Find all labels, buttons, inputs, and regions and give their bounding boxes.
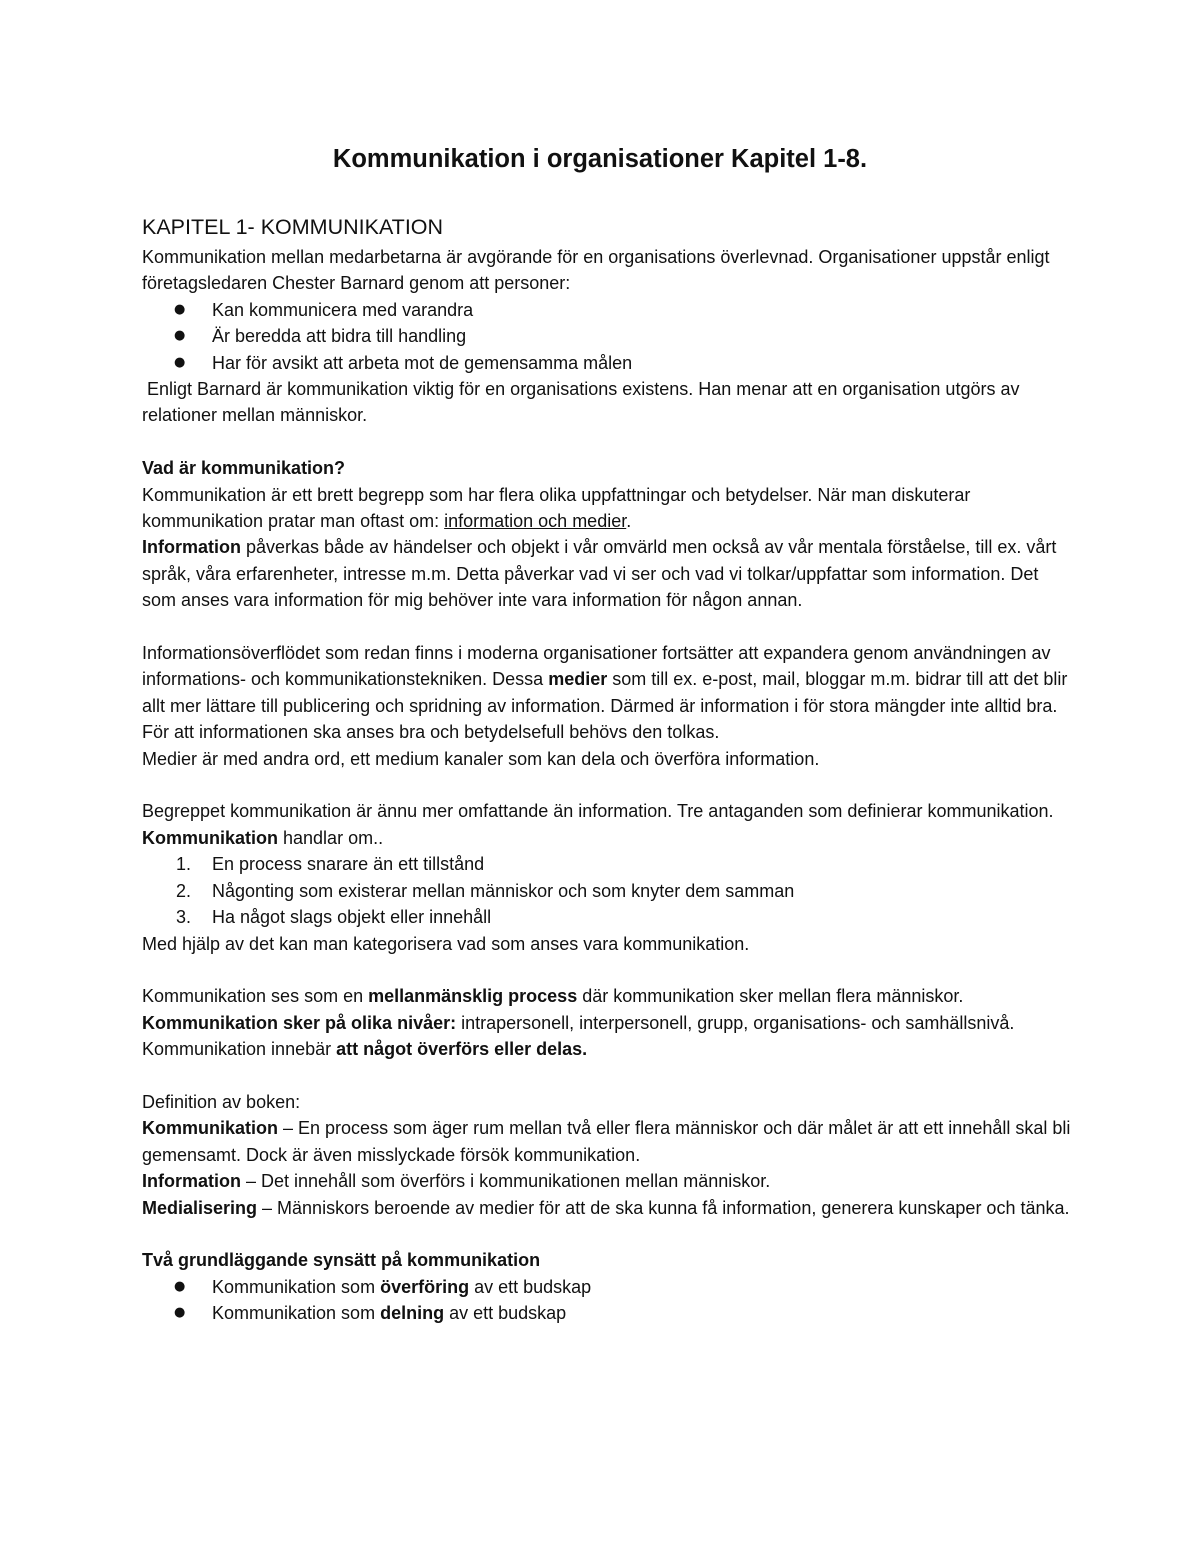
document-title: Kommunikation i organisationer Kapitel 1-8. [332,145,868,173]
information-paragraph: Information påverkas både av händelser och objekt i vår omvärld men också av vår mentala förståelse, till ex. vårt språk, våra erfarenheter, intresse m.m. Detta påverkar vad vi ser och vad vi tolkar/uppfattar som information. Det som anses vara information för mig behöver inte vara information för någon annan. [142,537,1057,611]
list-item: ● Har för avsikt att arbeta mot de gemensamma målen [142,350,1072,376]
chapter-heading: KAPITEL 1- KOMMUNIKATION [142,215,444,239]
section-heading-what: Vad är kommunikation? [142,458,346,479]
list-item: ● Kan kommunicera med varandra [142,297,1072,323]
list-item: ● Är beredda att bidra till handling [142,323,1072,349]
list-item: 3. Ha något slags objekt eller innehåll [176,907,492,928]
definition-intro: Definition av boken: [142,1091,301,1112]
concept-paragraph: Begreppet kommunikation är ännu mer omfattande än information. Tre antaganden som definierar kommunikation. Kommunikation handlar om.. [142,801,1054,848]
underlined-term: information och medier [444,511,627,532]
document-body [142,212,1072,1327]
transfer-paragraph: Kommunikation innebär att något överförs eller delas. [142,1039,588,1060]
definition-kommunikation: Kommunikation – En process som äger rum mellan två eller flera människor och där målet är att ett innehåll skal bli gemensamt. Dock är även misslyckade försök kommunikation. [142,1118,1071,1165]
medier-paragraph: Medier är med andra ord, ett medium kanaler som kan dela och överföra information. [142,748,820,769]
list-item: 1. En process snarare än ett tillstånd [176,854,485,875]
list-item: 2. Någonting som existerar mellan människor och som knyter dem samman [176,880,795,901]
barnard-paragraph: Enligt Barnard är kommunikation viktig för en organisations existens. Han menar att en organisation utgörs av relationer mellan människor. [142,379,1025,426]
levels-paragraph: Kommunikation sker på olika nivåer: intrapersonell, interpersonell, grupp, organisations- och samhällsnivå. [142,1012,1015,1033]
definition-information: Information – Det innehåll som överförs i kommunikationen mellan människor. [142,1171,771,1192]
what-paragraph: Kommunikation är ett brett begrepp som har flera olika uppfattningar och betydelser. När man diskuterar kommunikation pratar man oftast om: information och medier. [142,484,971,532]
overflow-paragraph: Informationsöverflödet som redan finns i moderna organisationer fortsätter att expandera genom användningen av informations- och kommunikationstekniken. Dessa medier som till ex. e-post, mail, bloggar m.m. bidrar till att det blir allt mer lättare till publicering och spridning av information. Därmed är information i för stora mängder inte alltid bra. För att informationen ska anses bra och betydelsefull behövs den tolkas. [142,643,1068,743]
list-item: ● Kommunikation som delning av ett budskap [142,1300,1072,1326]
views-list [142,1274,1072,1327]
definition-medialisering: Medialisering – Människors beroende av medier för att de ska kunna få information, generera kunskaper och tänka. [142,1197,1070,1218]
barnard-list [142,297,1072,376]
process-paragraph: Kommunikation ses som en mellanmänsklig process där kommunikation sker mellan flera människor. [142,986,964,1007]
list-item: ● Kommunikation som överföring av ett budskap [142,1274,1072,1300]
assumptions-list [142,851,1072,930]
section-heading-views: Två grundläggande synsätt på kommunikation [142,1250,541,1271]
categorize-paragraph: Med hjälp av det kan man kategorisera vad som anses vara kommunikation. [142,933,750,954]
intro-paragraph: Kommunikation mellan medarbetarna är avgörande för en organisations överlevnad. Organisationer uppstår enligt företagsledaren Chester Barnard genom att personer: [142,247,1050,294]
